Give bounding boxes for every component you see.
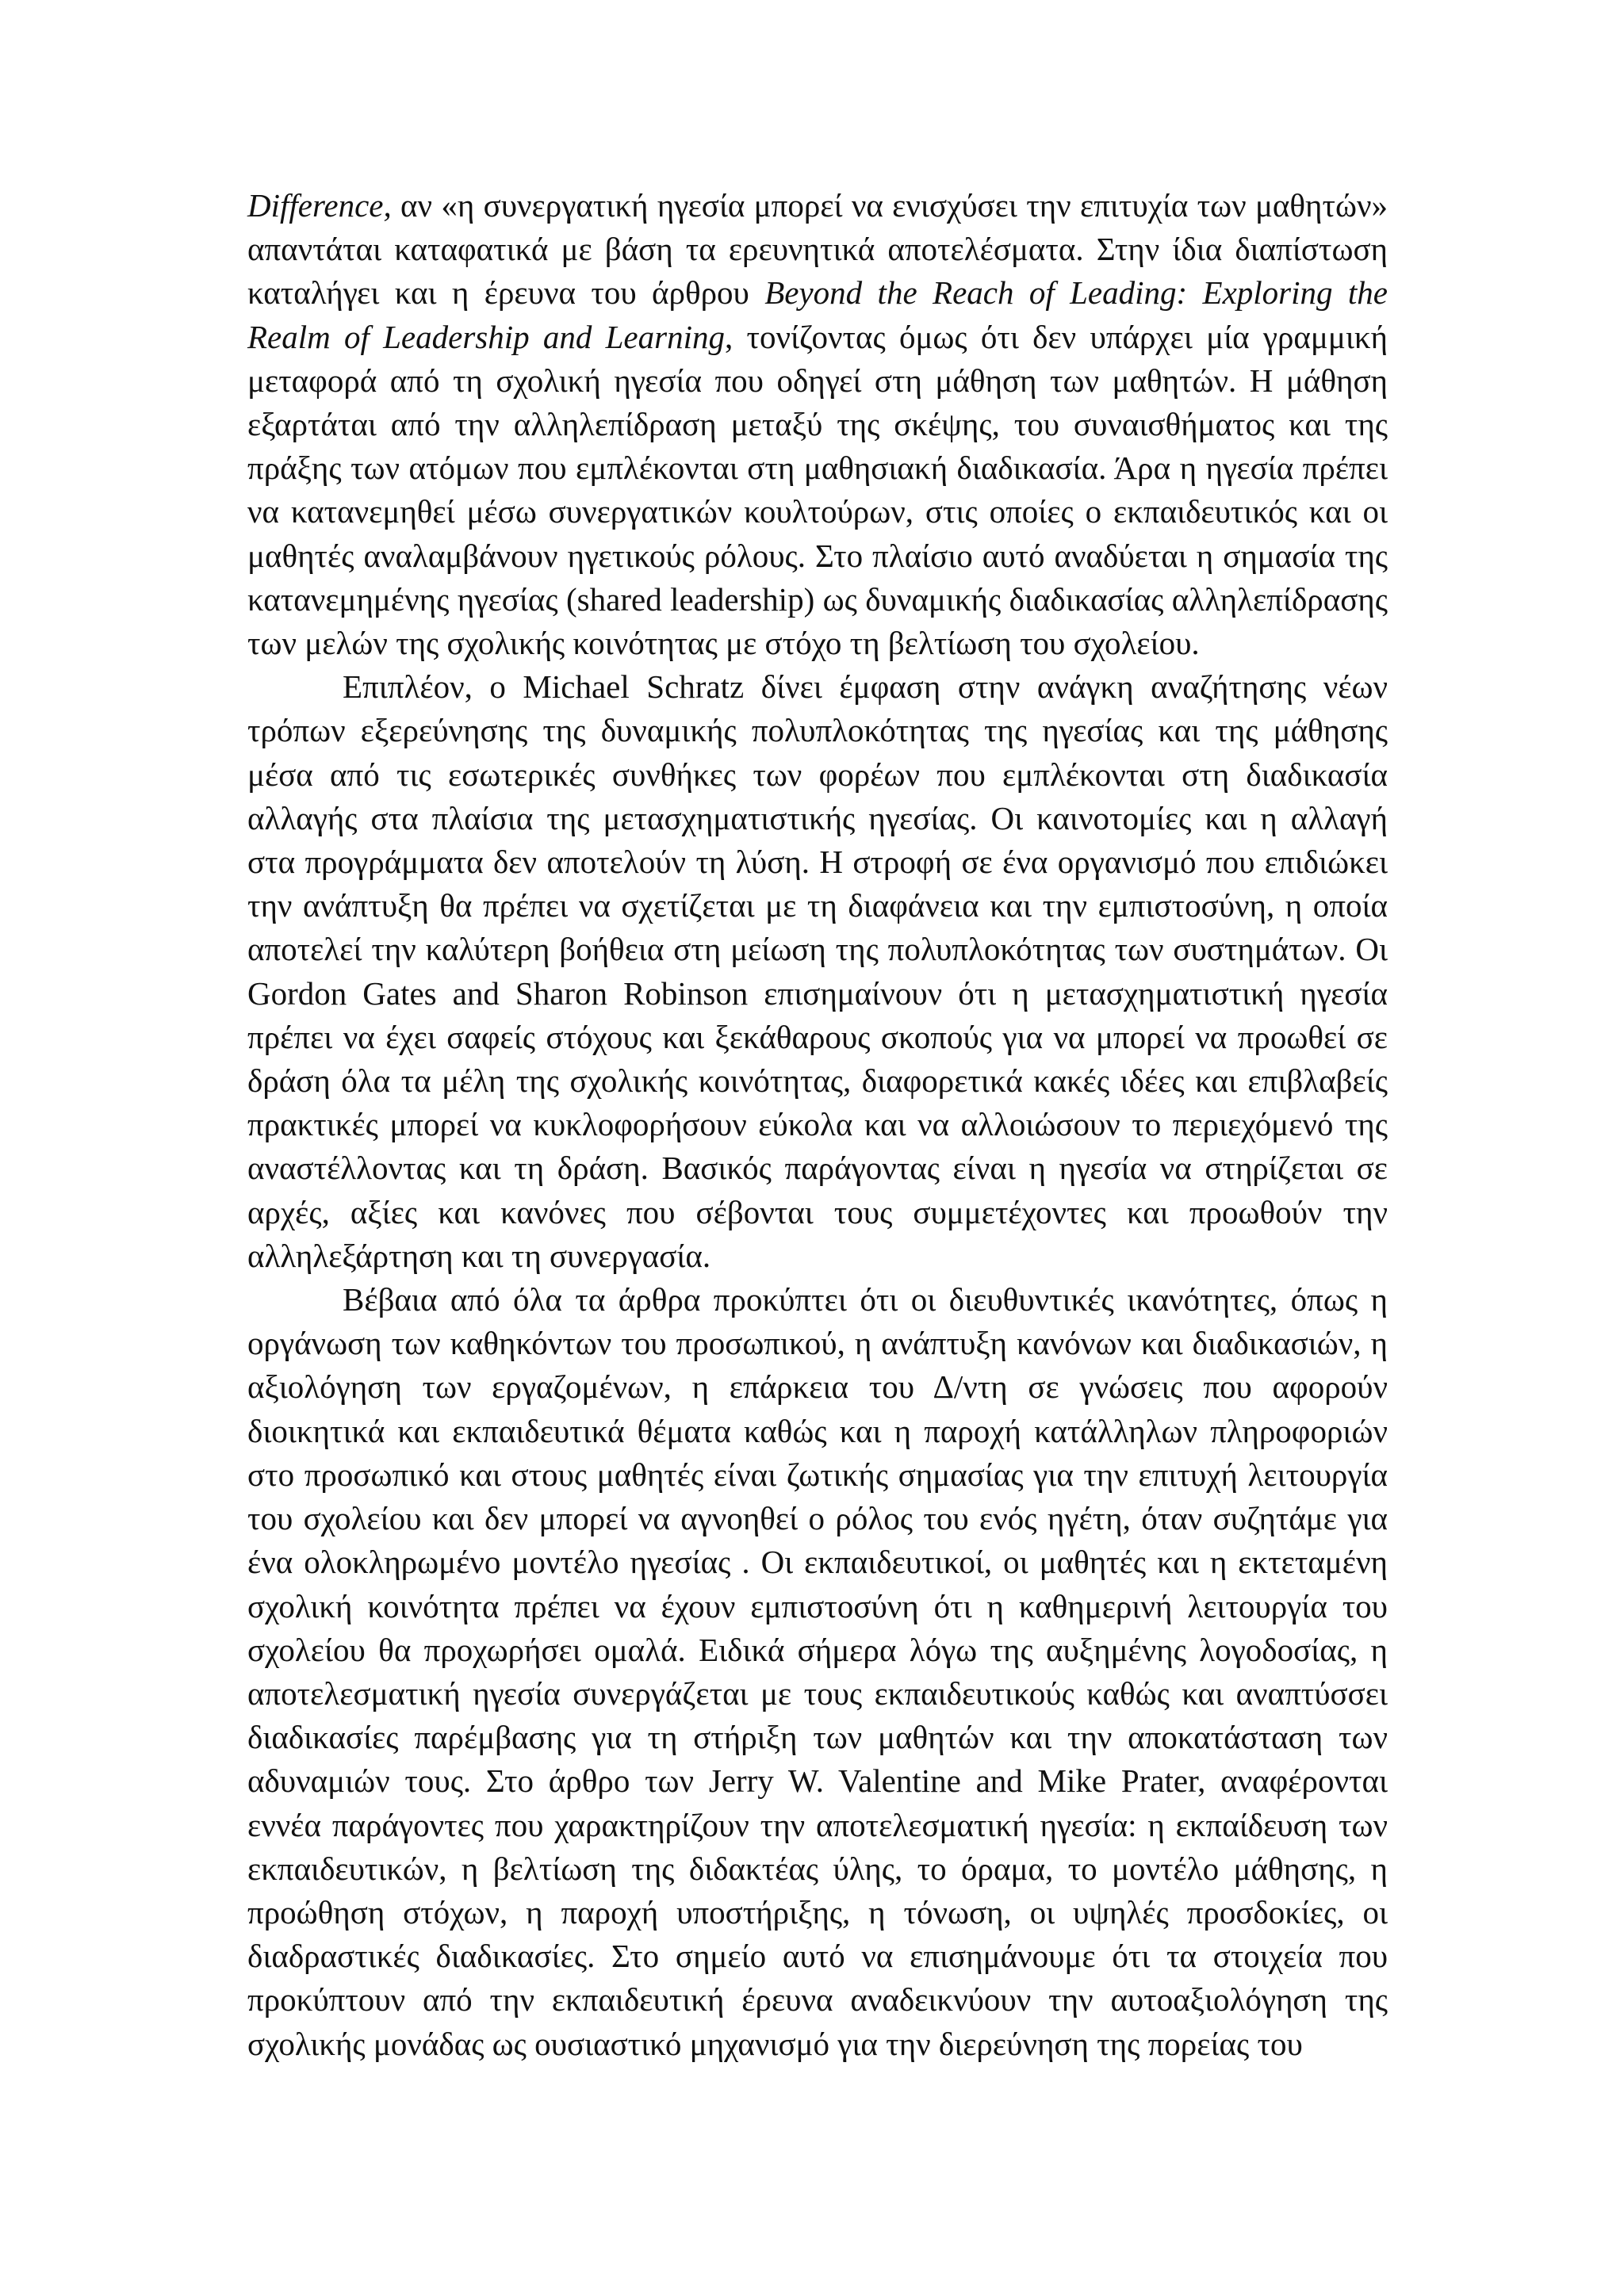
document-body (247, 184, 1388, 2066)
paragraph-2 (247, 665, 1388, 1278)
paragraph-3-run-1: Βέβαια από όλα τα άρθρα προκύπτει ότι οι διευθυντικές ικανότητες, όπως η οργάνωση των καθηκόντων του προσωπικού, η ανάπτυξη κανόνων και διαδικασιών, η αξιολόγηση των εργαζομένων, η επάρκεια του Δ/ντη σε γνώσεις που αφορούν διοικητικά και εκπαιδευτικά θέματα καθώς και η παροχή κατάλληλων πληροφοριών στο προσωπικό και στους μαθητές είναι ζωτικής σημασίας για την επιτυχή λειτουργία του σχολείου και δεν μπορεί να αγνοηθεί ο ρόλος του ενός ηγέτη, όταν συζητάμε για ένα ολοκληρωμένο μοντέλο ηγεσίας . Οι εκπαιδευτικοί, οι μαθητές και η εκτεταμένη σχολική κοινότητα πρέπει να έχουν εμπιστοσύνη ότι η καθημερινή λειτουργία του σχολείου θα προχωρήσει ομαλά. Ειδικά σήμερα λόγω της αυξημένης λογοδοσίας, η αποτελεσματική ηγεσία συνεργάζεται με τους εκπαιδευτικούς καθώς και αναπτύσσει διαδικασίες παρέμβασης για τη στήριξη των μαθητών και την αποκατάσταση των αδυναμιών τους. Στο άρθρο των Jerry W. Valentine and Mike Prater, αναφέρονται εννέα παράγοντες που χαρακτηρίζουν την αποτελεσματική ηγεσία: η εκπαίδευση των εκπαιδευτικών, η βελτίωση της διδακτέας ύλης, το όραμα, το μοντέλο μάθησης, η προώθηση στόχων, η παροχή υποστήριξης, η τόνωση, οι υψηλές προσδοκίες, οι διαδραστικές διαδικασίες. Στο σημείο αυτό να επισημάνουμε ότι τα στοιχεία που προκύπτουν από την εκπαιδευτική έρευνα αναδεικνύουν την αυτοαξιολόγηση της σχολικής μονάδας ως ουσιαστικό μηχανισμό για την διερεύνηση της πορείας του (247, 1281, 1388, 2062)
paragraph-1-run-1: Difference, (247, 187, 392, 224)
paragraph-1 (247, 184, 1388, 665)
paragraph-1-run-4: , τονίζοντας όμως ότι δεν υπάρχει μία γραμμική μεταφορά από τη σχολική ηγεσία που οδηγεί στη μάθηση των μαθητών. Η μάθηση εξαρτάται από την αλληλεπίδραση μεταξύ της σκέψης, του συναισθήματος και της πράξης των ατόμων που εμπλέκονται στη μαθησιακή διαδικασία. Άρα η ηγεσία πρέπει να κατανεμηθεί μέσω συνεργατικών κουλτούρων, στις οποίες ο εκπαιδευτικός και οι μαθητές αναλαμβάνουν ηγετικούς ρόλους. Στο πλαίσιο αυτό αναδύεται η σημασία της κατανεμημένης ηγεσίας (shared leadership) ως δυναμικής διαδικασίας αλληλεπίδρασης των μελών της σχολικής κοινότητας με στόχο τη βελτίωση του σχολείου. (247, 318, 1388, 662)
paragraph-1-run-2: αν «η συνεργατική ηγεσία μπορεί να ενισχύσει την επιτυχία των μαθητών» απαντάται καταφατικά με βάση τα ερευνητικά αποτελέσματα. Στην ίδια διαπίστωση καταλήγει και η έρευνα του άρθρου (247, 187, 1388, 312)
paragraph-1-run-3: Beyond the Reach of Leading: Exploring the Realm of Leadership and Learning (247, 274, 1388, 355)
paragraph-2-run-1: Επιπλέον, ο Michael Schratz δίνει έμφαση στην ανάγκη αναζήτησης νέων τρόπων εξερεύνησης της δυναμικής πολυπλοκότητας της ηγεσίας και της μάθησης μέσα από τις εσωτερικές συνθήκες των φορέων που εμπλέκονται στη διαδικασία αλλαγής στα πλαίσια της μετασχηματιστικής ηγεσίας. Οι καινοτομίες και η αλλαγή στα προγράμματα δεν αποτελούν τη λύση. Η στροφή σε ένα οργανισμό που επιδιώκει την ανάπτυξη θα πρέπει να σχετίζεται με τη διαφάνεια και την εμπιστοσύνη, η οποία αποτελεί την καλύτερη βοήθεια στη μείωση της πολυπλοκότητας των συστημάτων. Οι Gordon Gates and Sharon Robinson επισημαίνουν ότι η μετασχηματιστική ηγεσία πρέπει να έχει σαφείς στόχους και ξεκάθαρους σκοπούς για να μπορεί να προωθεί σε δράση όλα τα μέλη της σχολικής κοινότητας, διαφορετικά κακές ιδέες και επιβλαβείς πρακτικές μπορεί να κυκλοφορήσουν εύκολα και να αλλοιώσουν το περιεχόμενό της αναστέλλοντας και τη δράση. Βασικός παράγοντας είναι η ηγεσία να στηρίζεται σε αρχές, αξίες και κανόνες που σέβονται τους συμμετέχοντες και προωθούν την αλληλεξάρτηση και τη συνεργασία. (247, 668, 1388, 1274)
paragraph-3 (247, 1278, 1388, 2066)
